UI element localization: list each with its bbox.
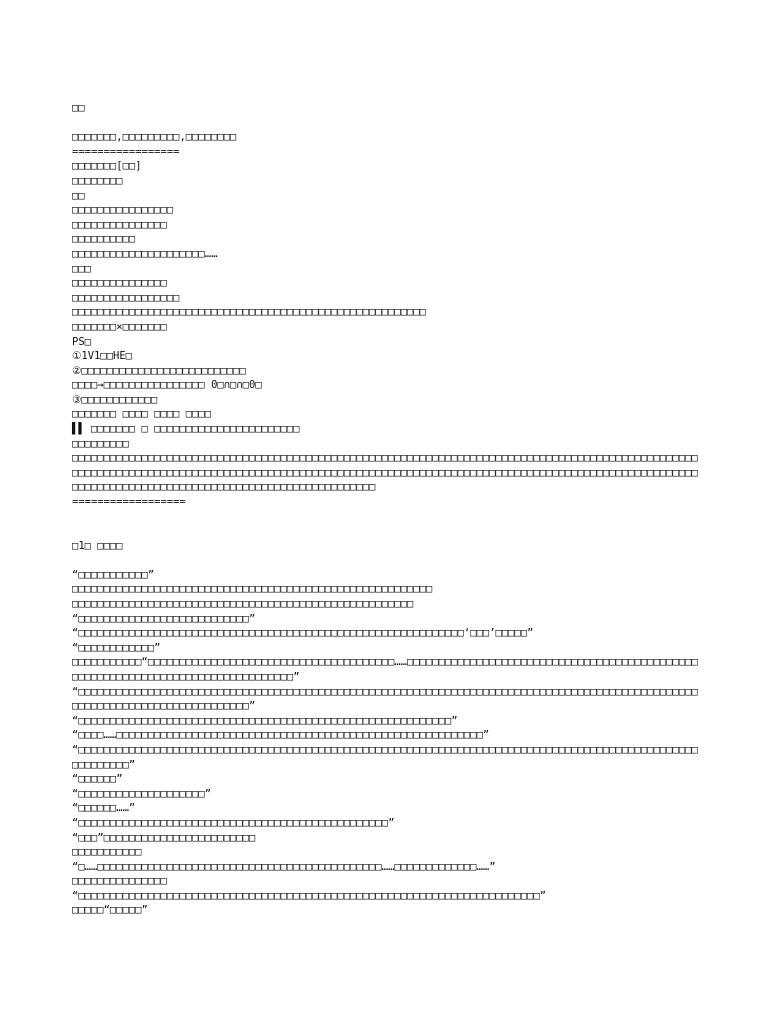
separator-line: ================= <box>72 145 180 158</box>
body-line: “□□□□□□□□□□□□□□□□□□□□□□□□□□□” <box>72 612 256 625</box>
body-line: □□□□□□□□□□□“□□□□□□□□□□□□□□□□□□□□□□□□□□□□□□□□□□□□□□□……□□□□□□□□□□□□□□□□□□□□□□□□□□□□□□□□□□□□□□□□□□□□□□□□□□□□□□□□□□□□□□□□□□□□□□□□□□□□□□□□□” <box>72 656 698 683</box>
intro-line: □□□□□□□□□□□□□□□□ <box>72 204 174 217</box>
body-line: “□□□□□□……” <box>72 802 136 815</box>
body-line: □□□□□□□□□□□□□□□□□□□□□□□□□□□□□□□□□□□□□□□□□□□□□□□□□□□□□□□□□ <box>72 583 433 596</box>
body-line: “□□□”□□□□□□□□□□□□□□□□□□□□□□□□ <box>72 831 256 844</box>
intro-line: ②□□□□□□□□□□□□□□□□□□□□□□□□□□ <box>72 364 246 377</box>
body-line: “□□□□……□□□□□□□□□□□□□□□□□□□□□□□□□□□□□□□□□□□□□□□□□□□□□□□□□□□□□□□□□□” <box>72 729 490 742</box>
intro-line: ①1V1□□HE□ <box>72 350 132 363</box>
intro-line: □□□□□□□□□ <box>72 437 129 450</box>
intro-block <box>72 130 702 509</box>
spacer <box>72 553 702 568</box>
body-line: □□□□□□□□□□□□□□□□□□□□□□□□□□□□□□□□□□□□□□□□□□□□□□□□□□□□□□ <box>72 598 414 610</box>
chapter-title: □1□ □□□□ <box>72 539 123 552</box>
intro-line: □□ <box>72 189 85 202</box>
body-line: □□□□□□□□□□□ <box>72 846 142 859</box>
chapter-text <box>72 568 702 918</box>
intro-line: PS□ <box>72 335 91 348</box>
body-line: “□□□□□□” <box>72 773 123 786</box>
intro-line: □□□□□□□□□□□□□□□□□ <box>72 291 180 304</box>
body-line: “□□□□□□□□□□□□□□□□□□□□□□□□□□□□□□□□□□□□□□□□□□□□□□□□□” <box>72 816 395 829</box>
body-line: “□□□□□□□□□□□□” <box>72 641 161 654</box>
document-header-label: □□ <box>72 102 85 114</box>
body-line: “□□□□□□□□□□□□□□□□□□□□□□□□□□□□□□□□□□□□□□□□□□□□□□□□□□□□□□□□□□□□□□□□□□□□□□□□□□□□□□□□□□□□□□□□□□□□□□□□□□□□□□□□□□□” <box>72 743 698 771</box>
body-line: “□□□□□□□□□□□□□□□□□□□□” <box>72 787 212 800</box>
body-line: “□□□□□□□□□□□□□□□□□□□□□□□□□□□□□□□□□□□□□□□□□□□□□□□□□□□□□□□□□□□□□□□□□□□□□□□□□” <box>72 889 547 902</box>
intro-line: □□□□→□□□□□□□□□□□□□□□□ 0□∩□∩□0□ <box>72 379 262 392</box>
intro-line: □□□□□□□□□□ <box>72 233 136 246</box>
intro-line: □□□□□□□□□□□□□□□ <box>72 277 167 290</box>
document-body <box>72 101 702 918</box>
body-line: “□□□□□□□□□□□” <box>72 568 155 581</box>
intro-line: ▌▌ □□□□□□□ □ □□□□□□□□□□□□□□□□□□□□□□□ <box>72 423 300 436</box>
intro-line: □□□□□□□□□□□□□□□ <box>72 218 167 231</box>
intro-line: ③□□□□□□□□□□□□ <box>72 393 158 406</box>
intro-line: □□□□□□□□ <box>72 174 123 187</box>
intro-line: □□□□□□□ □□□□ □□□□ □□□□ <box>72 408 212 421</box>
intro-line: □□□□□□□,□□□□□□□□□,□□□□□□□□ <box>72 131 237 144</box>
intro-line: □□□□□□□□□□□□□□□□□□□□□□□□□□□□□□□□□□□□□□□□□□□□□□□□□□□□□□□□ <box>72 306 427 319</box>
body-line: “□……□□□□□□□□□□□□□□□□□□□□□□□□□□□□□□□□□□□□□□□□□□□□□……□□□□□□□□□□□□□……” <box>72 860 496 873</box>
intro-line: □□□ <box>72 262 91 275</box>
spacer <box>72 510 702 539</box>
separator-line: ================== <box>72 496 186 509</box>
intro-line: □□□□□□□×□□□□□□□ <box>72 320 167 333</box>
spacer <box>72 116 702 131</box>
intro-line: □□□□□□□[□□] <box>72 160 142 173</box>
body-line: “□□□□□□□□□□□□□□□□□□□□□□□□□□□□□□□□□□□□□□□□□□□□□□□□□□□□□□□□□□□□□□□□□□□□□□□□□□□□□□□□□□□□□□□□□□□□□□□□□□□□□□□□□□□□□□□□□□□□□□□□□□□□□□” <box>72 685 698 713</box>
body-line: “□□□□□□□□□□□□□□□□□□□□□□□□□□□□□□□□□□□□□□□□□□□□□□□□□□□□□□□□□□□□□‘□□□’□□□□□” <box>72 627 534 640</box>
intro-paragraph: □□□□□□□□□□□□□□□□□□□□□□□□□□□□□□□□□□□□□□□□□□□□□□□□□□□□□□□□□□□□□□□□□□□□□□□□□□□□□□□□□□□□□□□□□□□□□□□□□□□□□□□□□□□□□□□□□□□□□□□□□□□□□□□□□□□□□□□□□□□□□□□□□□□□□□□□□□□□□□□□□□□□□□□□□□□□□□□□□□□□□□□□□□□□□□□□□□□□□□□□□□□□□□□□□□□□□□□□□□□□□□□□□□□□□□□□□□□□□□□□□□□□□□ <box>72 452 698 494</box>
intro-line: □□□□□□□□□□□□□□□□□□□□□…… <box>72 247 218 260</box>
body-line: □□□□□“□□□□□” <box>72 904 148 917</box>
body-line: “□□□□□□□□□□□□□□□□□□□□□□□□□□□□□□□□□□□□□□□□□□□□□□□□□□□□□□□□□□□” <box>72 714 458 727</box>
body-line: □□□□□□□□□□□□□□□ <box>72 875 167 888</box>
